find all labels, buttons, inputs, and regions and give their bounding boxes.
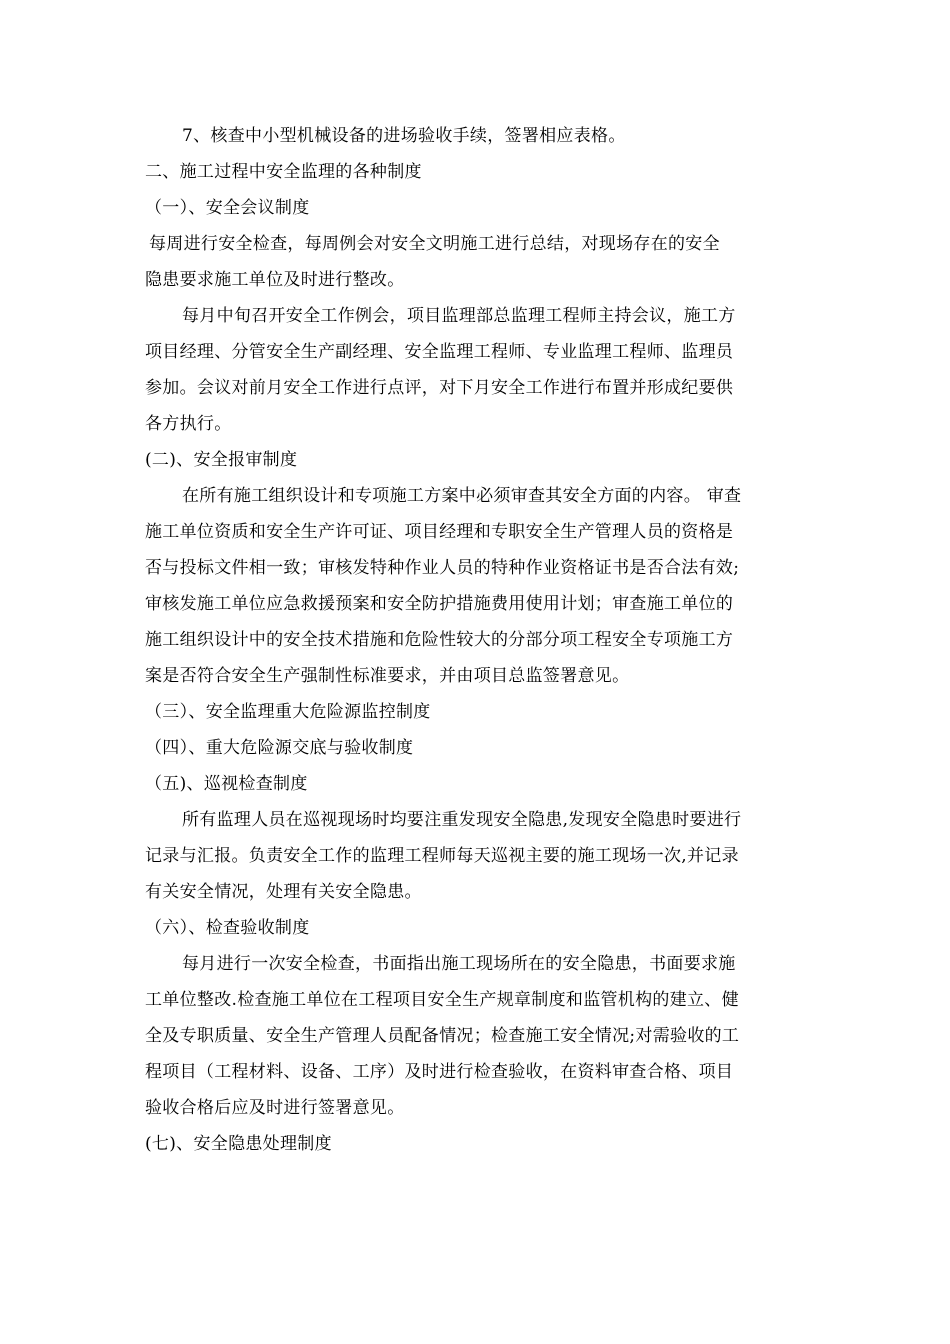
text-line: 程项目（工程材料、设备、工序）及时进行检查验收，在资料审查合格、项目: [145, 1062, 734, 1082]
text-line: 工单位整改.检查施工单位在工程项目安全生产规章制度和监管机构的建立、健: [145, 990, 739, 1010]
subsection-heading: （三）、安全监理重大危险源监控制度: [145, 702, 431, 722]
section-heading: 二、施工过程中安全监理的各种制度: [145, 162, 422, 182]
text-line: 各方执行。: [145, 414, 232, 434]
text-line: 每月中旬召开安全工作例会，项目监理部总监理工程师主持会议，施工方: [182, 306, 736, 326]
text-line: 审核发施工单位应急救援预案和安全防护措施费用使用计划；审查施工单位的: [145, 594, 734, 614]
text-line: 参加。会议对前月安全工作进行点评，对下月安全工作进行布置并形成纪要供: [145, 378, 734, 398]
subsection-heading: （六）、检查验收制度: [145, 918, 310, 938]
text-line: 否与投标文件相一致；审核发特种作业人员的特种作业资格证书是否合法有效;: [145, 558, 740, 578]
subsection-heading: (二)、安全报审制度: [145, 450, 298, 470]
text-line: 在所有施工组织设计和专项施工方案中必须审查其安全方面的内容。 审查: [182, 486, 742, 506]
document-body: [145, 118, 810, 1162]
text-line: 有关安全情况，处理有关安全隐患。: [145, 882, 422, 902]
subsection-heading: (七)、安全隐患处理制度: [145, 1134, 332, 1154]
subsection-heading: （五)、巡视检查制度: [145, 774, 308, 794]
text-line: 7、核查中小型机械设备的进场验收手续，签署相应表格。: [182, 126, 626, 146]
text-line: 施工单位资质和安全生产许可证、项目经理和专职安全生产管理人员的资格是: [145, 522, 734, 542]
subsection-heading: （一）、安全会议制度: [145, 198, 310, 218]
text-line: 施工组织设计中的安全技术措施和危险性较大的分部分项工程安全专项施工方: [145, 630, 734, 650]
text-line: 每月进行一次安全检查，书面指出施工现场所在的安全隐患，书面要求施: [182, 954, 736, 974]
subsection-heading: （四）、重大危险源交底与验收制度: [145, 738, 414, 758]
text-line: 全及专职质量、安全生产管理人员配备情况；检查施工安全情况;对需验收的工: [145, 1026, 740, 1046]
text-line: 所有监理人员在巡视现场时均要注重发现安全隐患,发现安全隐患时要进行: [182, 810, 742, 830]
text-line: 案是否符合安全生产强制性标准要求，并由项目总监签署意见。: [145, 666, 630, 686]
text-line: 记录与汇报。负责安全工作的监理工程师每天巡视主要的施工现场一次,并记录: [145, 846, 739, 866]
text-line: 项目经理、分管安全生产副经理、安全监理工程师、专业监理工程师、监理员: [145, 342, 734, 362]
text-line: 隐患要求施工单位及时进行整改。: [145, 270, 405, 290]
text-line: 验收合格后应及时进行签署意见。: [145, 1098, 405, 1118]
text-line: 每周进行安全检查，每周例会对安全文明施工进行总结，对现场存在的安全: [149, 234, 720, 254]
